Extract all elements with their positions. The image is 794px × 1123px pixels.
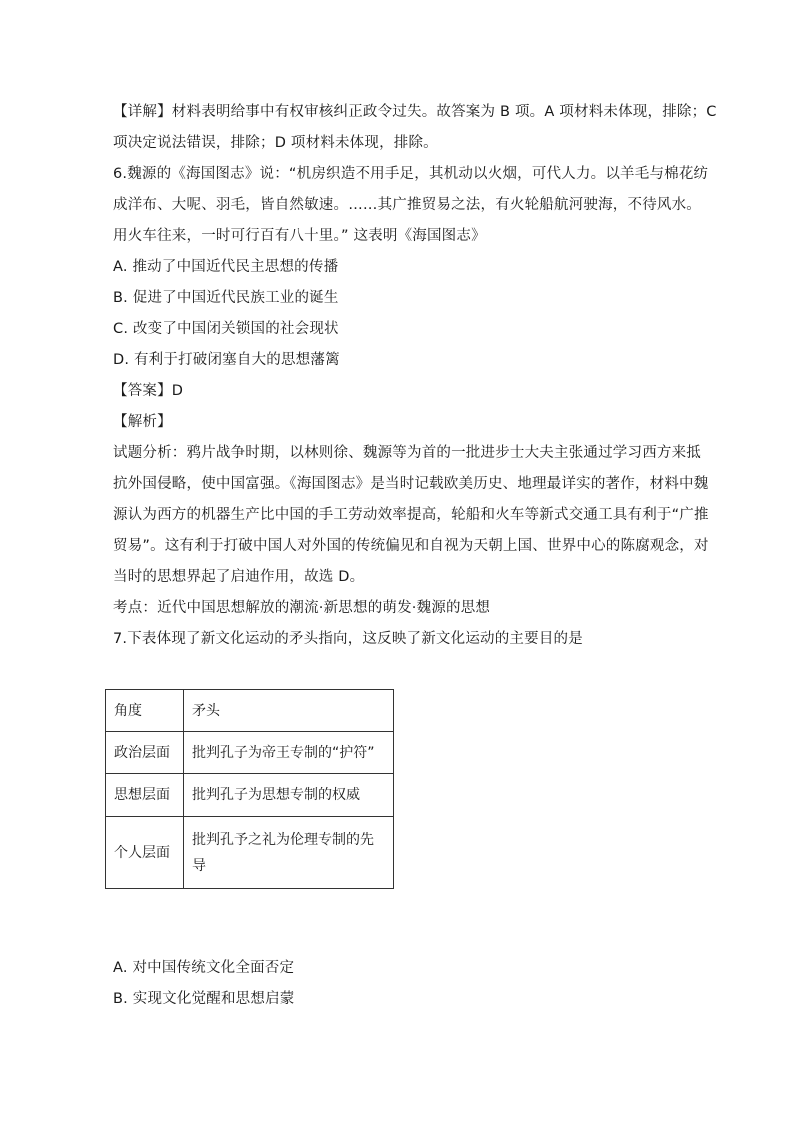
question-6-option-c: C. 改变了中国闭关锁国的社会现状 — [113, 321, 339, 337]
analysis-line-5: 当时的思想界起了启迪作用，故选 D。 — [113, 569, 365, 585]
analysis-line-4: 贸易”。这有利于打破中国人对外国的传统偏见和自视为天朝上国、世界中心的陈腐观念，对 — [113, 538, 709, 554]
table-cell: 政治层面 — [106, 732, 184, 774]
table-header-row — [106, 690, 394, 732]
question-7-stem: 7.下表体现了新文化运动的矛头指向，这反映了新文化运动的主要目的是 — [113, 631, 583, 647]
table-cell-line: 批判孔予之礼为伦理专制的先 — [192, 831, 374, 848]
table-cell-line: 导 — [192, 857, 206, 874]
table-header-cell: 矛头 — [184, 690, 394, 732]
question-6-stem-line-2: 成洋布、大呢、羽毛，皆自然敏速。……其广推贸易之法，有火轮船航河驶海，不待风水。 — [113, 197, 701, 213]
question-6-stem-line-1: 6.魏源的《海国图志》说：“机房织造不用手足，其机动以火烟，可代人力。以羊毛与棉花纺 — [113, 166, 709, 182]
question-6-test-point: 考点：近代中国思想解放的潮流·新思想的萌发·魏源的思想 — [113, 600, 491, 616]
table-row — [106, 732, 394, 774]
analysis-line-3: 源认为西方的机器生产比中国的手工劳动效率提高，轮船和火车等新式交通工具有利于“广推 — [113, 507, 709, 523]
explanation-line-2: 项决定说法错误，排除；D 项材料未体现，排除。 — [113, 135, 438, 151]
question-6-answer: 【答案】D — [113, 383, 184, 399]
question-7-table — [105, 689, 394, 889]
table-cell — [184, 817, 394, 889]
table-cell: 批判孔子为思想专制的权威 — [184, 774, 394, 817]
analysis-line-2: 抗外国侵略，使中国富强。《海国图志》是当时记载欧美历史、地理最详实的著作，材料中魏 — [113, 476, 709, 492]
question-7-option-a: A. 对中国传统文化全面否定 — [113, 960, 295, 976]
analysis-line-1: 试题分析：鸦片战争时期，以林则徐、魏源等为首的一批进步士大夫主张通过学习西方来抵 — [113, 445, 701, 461]
table-row — [106, 817, 394, 889]
question-6-option-a: A. 推动了中国近代民主思想的传播 — [113, 259, 339, 275]
question-6-option-b: B. 促进了中国近代民族工业的诞生 — [113, 290, 339, 306]
explanation-line-1: 【详解】材料表明给事中有权审核纠正政令过失。故答案为 B 项。A 项材料未体现，排除；C — [113, 104, 717, 120]
table-cell: 个人层面 — [106, 817, 184, 889]
table-cell: 思想层面 — [106, 774, 184, 817]
question-6-option-d: D. 有利于打破闭塞自大的思想藩篱 — [113, 352, 340, 368]
question-7-option-b: B. 实现文化觉醒和思想启蒙 — [113, 991, 295, 1007]
question-6-stem-line-3: 用火车往来，一时可行百有八十里。” 这表明《海国图志》 — [113, 228, 486, 244]
table-row — [106, 774, 394, 817]
table-cell: 批判孔子为帝王专制的“护符” — [184, 732, 394, 774]
table-header-cell: 角度 — [106, 690, 184, 732]
question-6-analysis-heading: 【解析】 — [113, 414, 172, 430]
